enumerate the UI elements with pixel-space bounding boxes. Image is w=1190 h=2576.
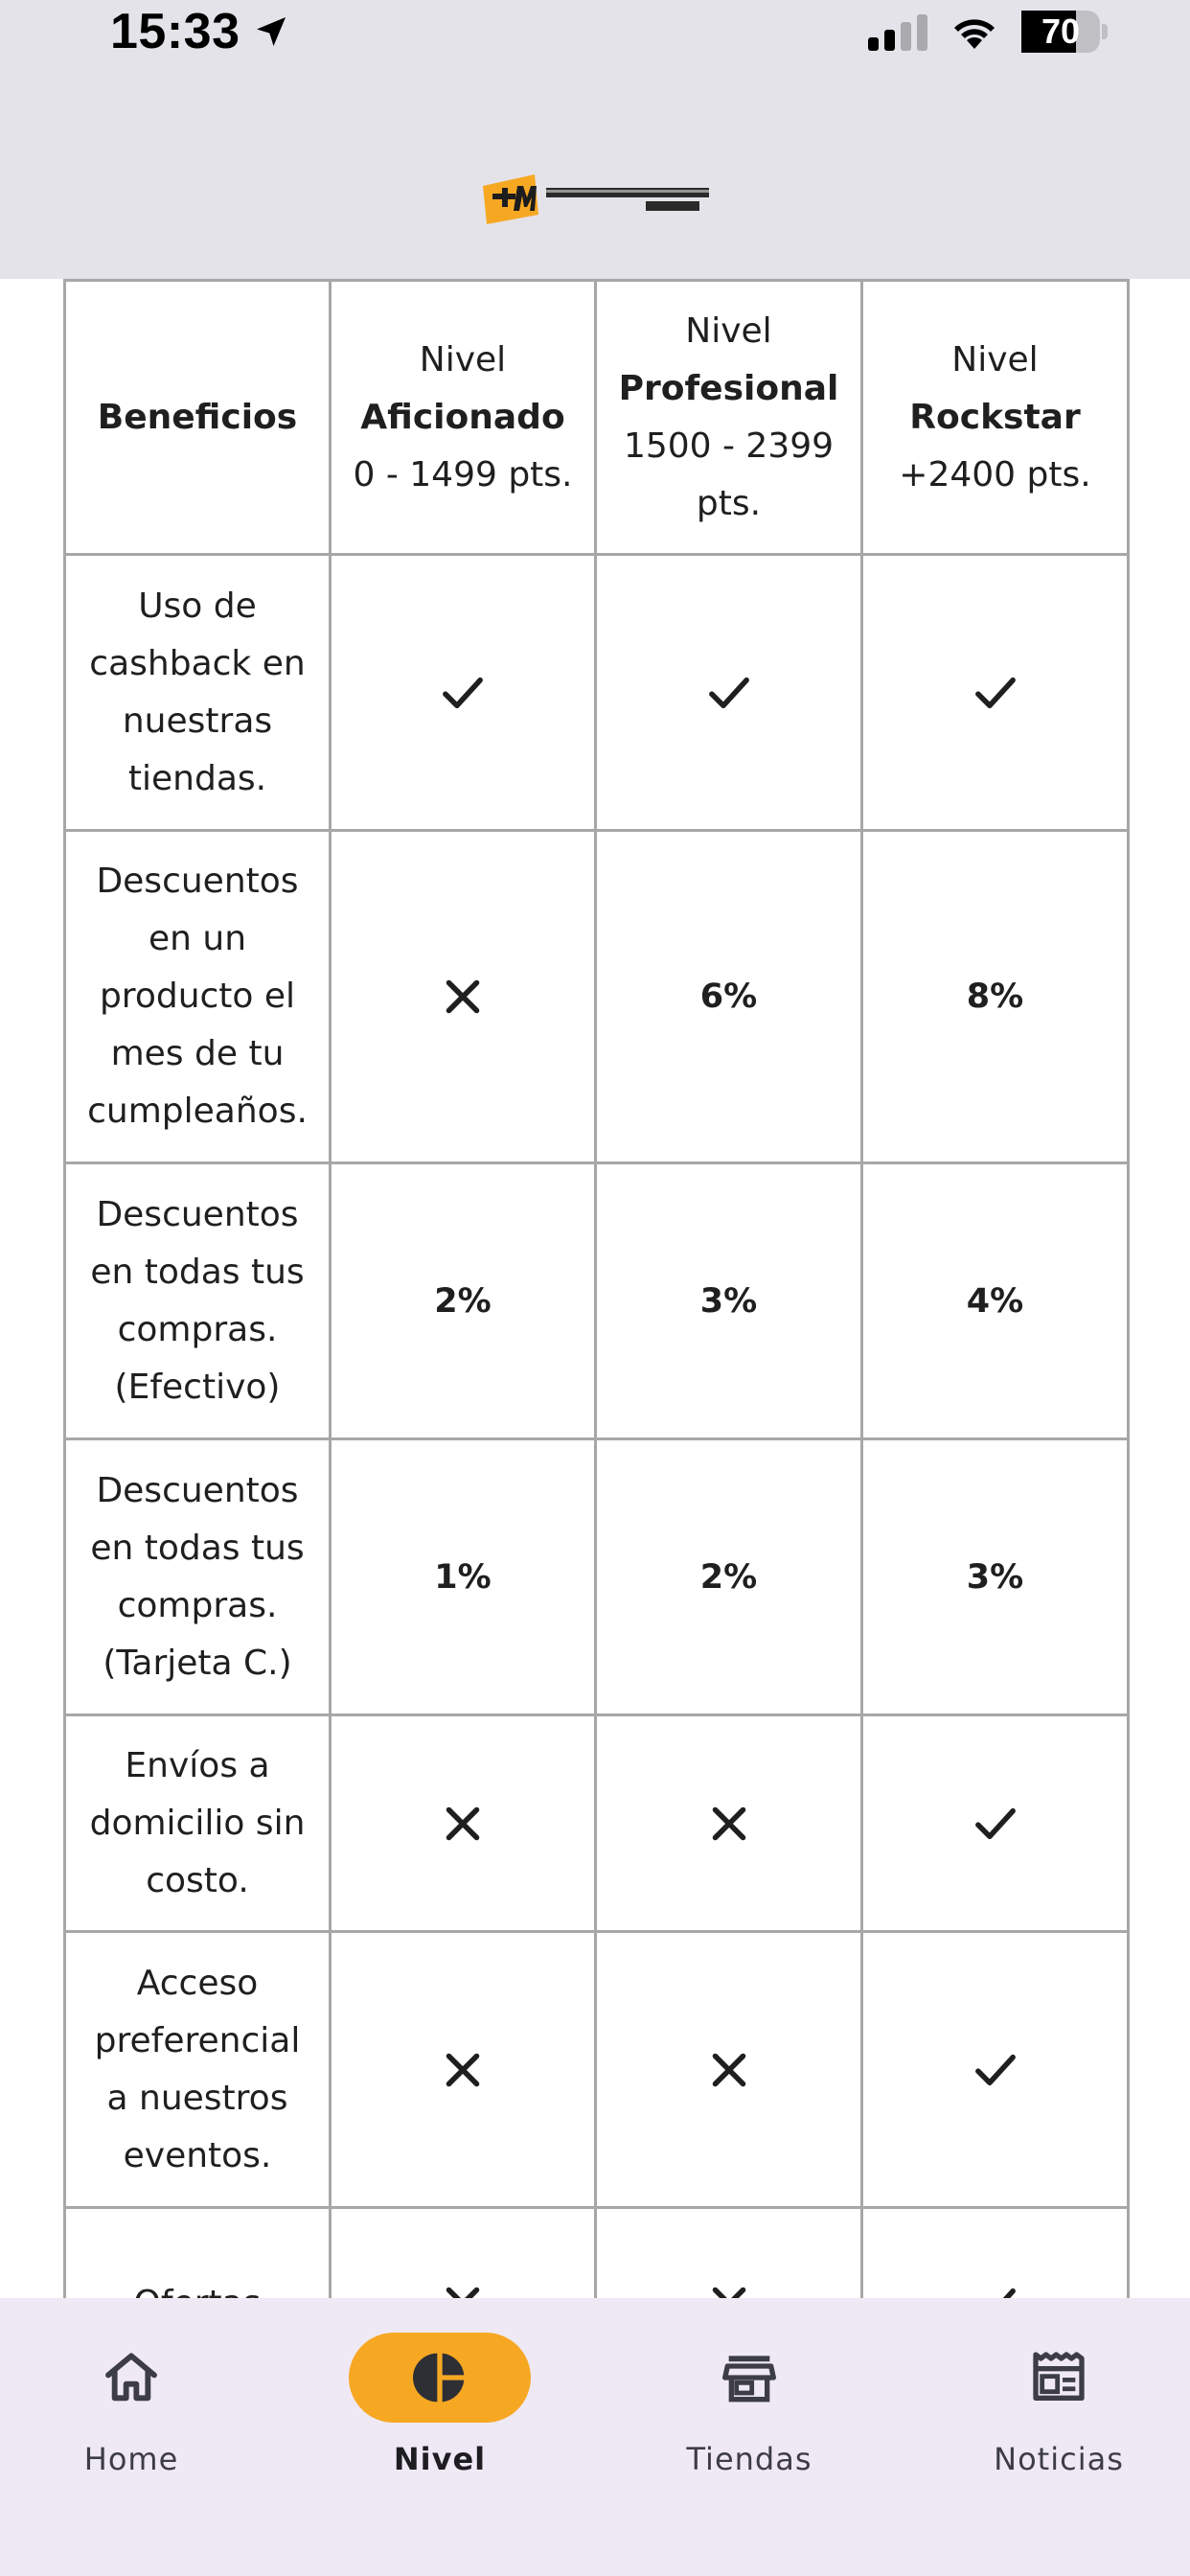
nav-item-noticias[interactable] (934, 2333, 1183, 2480)
header-level-rockstar (862, 281, 1129, 555)
check-icon (862, 1932, 1129, 2208)
nav-item-home[interactable] (7, 2333, 256, 2480)
benefit-label: Descuentos en todas tus compras. (Efectivo) (90, 1194, 305, 1407)
header-level-aficionado (331, 281, 596, 555)
newspaper-icon (1028, 2347, 1089, 2408)
discount-value: 2% (699, 1557, 758, 1597)
table-row (65, 1163, 1129, 1439)
brand-logo (479, 165, 714, 234)
benefit-cell (65, 1715, 331, 1932)
nav-icon-container (968, 2333, 1150, 2423)
nav-label-nivel: Nivel (393, 2441, 487, 2477)
benefit-label: Uso de cashback en nuestras tiendas. (89, 586, 306, 798)
table-row (65, 1439, 1129, 1715)
check-icon (596, 555, 862, 831)
discount-value-cell (596, 831, 862, 1163)
benefit-cell (65, 831, 331, 1163)
level-prefix: Nivel (951, 339, 1039, 380)
cross-icon (596, 1715, 862, 1932)
status-time (110, 0, 290, 63)
cross-icon (596, 1932, 862, 2208)
table-row (65, 1715, 1129, 1932)
discount-value-cell (331, 1439, 596, 1715)
cellular-signal-icon (868, 12, 927, 51)
nav-label-noticias: Noticias (994, 2441, 1124, 2477)
level-range: +2400 pts. (899, 454, 1091, 494)
battery-percent: 70 (1041, 12, 1081, 51)
benefit-cell (65, 555, 331, 831)
cross-icon (331, 1932, 596, 2208)
table-header-row (65, 281, 1129, 555)
discount-value-cell (862, 1439, 1129, 1715)
benefit-cell (65, 1439, 331, 1715)
header-level-profesional (596, 281, 862, 555)
discount-value: 3% (699, 1281, 758, 1321)
discount-value: 1% (434, 1557, 492, 1597)
check-icon (331, 555, 596, 831)
benefit-cell (65, 1163, 331, 1439)
status-time-text: 15:33 (110, 4, 240, 59)
discount-value-cell (862, 831, 1129, 1163)
nav-item-nivel[interactable] (315, 2333, 564, 2480)
benefits-table-container[interactable] (0, 279, 1190, 2298)
discount-value: 3% (966, 1557, 1024, 1597)
check-icon (862, 1715, 1129, 1932)
check-icon (862, 555, 1129, 831)
table-row (65, 831, 1129, 1163)
nav-label-tiendas: Tiendas (686, 2441, 812, 2477)
discount-value: 4% (966, 1281, 1024, 1321)
benefit-label: Descuentos en todas tus compras. (Tarjeta C.) (90, 1470, 305, 1683)
benefit-label: Envíos a domicilio sin costo. (89, 1745, 306, 1900)
nav-item-tiendas[interactable] (625, 2333, 874, 2480)
discount-value-cell (331, 1163, 596, 1439)
level-prefix: Nivel (419, 339, 507, 380)
level-prefix: Nivel (685, 310, 772, 351)
benefit-label: Descuentos en un producto el mes de tu cumpleaños. (87, 862, 308, 1131)
nav-icon-container (349, 2333, 531, 2423)
store-icon (719, 2347, 780, 2408)
level-name: Profesional (618, 368, 839, 408)
pie-chart-icon (409, 2347, 470, 2408)
discount-value-cell (596, 1439, 862, 1715)
level-name: Aficionado (360, 397, 565, 437)
cross-icon (331, 1715, 596, 1932)
level-range: 0 - 1499 pts. (353, 454, 573, 494)
discount-value: 6% (699, 978, 758, 1016)
battery-icon (1021, 11, 1108, 53)
benefit-cell (65, 1932, 331, 2208)
table-row (65, 555, 1129, 831)
table-row (65, 1932, 1129, 2208)
discount-value: 2% (434, 1281, 492, 1321)
level-range: 1500 - 2399 pts. (623, 426, 835, 523)
app-header (0, 0, 1190, 279)
discount-value-cell (862, 1163, 1129, 1439)
benefit-label: Acceso preferencial a nuestros eventos. (94, 1963, 301, 2175)
nav-icon-container (658, 2333, 840, 2423)
discount-value-cell (596, 1163, 862, 1439)
nav-icon-container (40, 2333, 222, 2423)
header-benefits-label: Beneficios (97, 397, 298, 437)
level-name: Rockstar (909, 397, 1081, 437)
discount-value: 8% (966, 978, 1024, 1016)
status-indicators (868, 8, 1108, 56)
home-icon (101, 2347, 162, 2408)
bottom-navigation (0, 2298, 1190, 2576)
wifi-icon (949, 12, 1000, 51)
header-benefits (65, 281, 331, 555)
location-arrow-icon (252, 12, 290, 51)
nav-label-home: Home (83, 2441, 179, 2477)
cross-icon (331, 831, 596, 1163)
benefits-table (63, 279, 1130, 2401)
